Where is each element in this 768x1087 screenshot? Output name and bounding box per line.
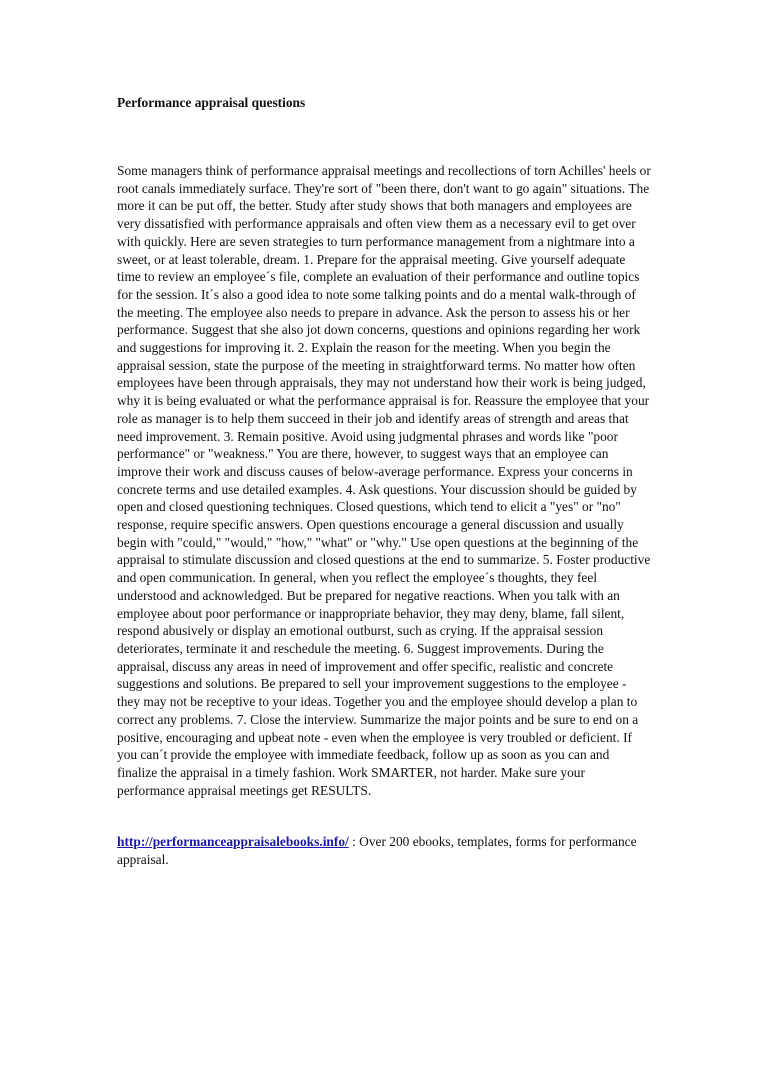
document-content (117, 94, 652, 869)
document-body: Some managers think of performance appraisal meetings and recollections of torn Achilles' heels or root canals immediately surface. They're sort of "been there, don't want to go again" situations. The more it can be put off, the better. Study after study shows that both managers and employees are very dissatisfied with performance appraisals and often view them as a necessary evil to get over with quickly. Here are seven strategies to turn performance management from a nightmare into a sweet, or at least tolerable, dream. 1. Prepare for the appraisal meeting. Give yourself adequate time to review an employee´s file, complete an evaluation of their performance and outline topics for the session. It´s also a good idea to note some talking points and do a mental walk-through of the meeting. The employee also needs to prepare in advance. Ask the person to assess his or her performance. Suggest that she also jot down concerns, questions and opinions regarding her work and suggestions for improving it. 2. Explain the reason for the meeting. When you begin the appraisal session, state the purpose of the meeting in straightforward terms. No matter how often employees have been through appraisals, they may not understand how their work is being judged, why it is being evaluated or what the performance appraisal is for. Reassure the employee that your role as manager is to help them succeed in their job and identify areas of strength and areas that need improvement. 3. Remain positive. Avoid using judgmental phrases and words like "poor performance" or "weakness." You are there, however, to suggest ways that an employee can improve their work and discuss causes of below-average performance. Express your concerns in concrete terms and use detailed examples. 4. Ask questions. Your discussion should be guided by open and closed questioning techniques. Closed questions, which tend to elicit a "yes" or "no" response, require specific answers. Open questions encourage a general discussion and usually begin with "could," "would," "how," "what" or "why." Use open questions at the beginning of the appraisal to stimulate discussion and closed questions at the end to summarize. 5. Foster productive and open communication. In general, when you reflect the employee´s thoughts, they feel understood and acknowledged. But be prepared for negative reactions. When you talk with an employee about poor performance or inappropriate behavior, they may deny, blame, fall silent, respond abusively or display an emotional outburst, such as crying. If the appraisal session deteriorates, terminate it and reschedule the meeting. 6. Suggest improvements. During the appraisal, discuss any areas in need of improvement and offer specific, realistic and concrete suggestions and solutions. Be prepared to sell your improvement suggestions to the employee - they may not be receptive to your ideas. Together you and the employee should develop a plan to correct any problems. 7. Close the interview. Summarize the major points and be sure to end on a positive, encouraging and upbeat note - even when the employee is very troubled or deficient. If you can´t provide the employee with immediate feedback, follow up as soon as you can and finalize the appraisal in a timely fashion. Work SMARTER, not harder. Make sure your performance appraisal meetings get RESULTS. (117, 163, 651, 798)
footer-text: : Over 200 ebooks, templates, forms for performance appraisal. (117, 834, 637, 868)
footer-note (117, 833, 652, 868)
document-title: Performance appraisal questions (117, 95, 306, 110)
ebooks-link[interactable]: http://performanceappraisalebooks.info/ (117, 834, 349, 850)
